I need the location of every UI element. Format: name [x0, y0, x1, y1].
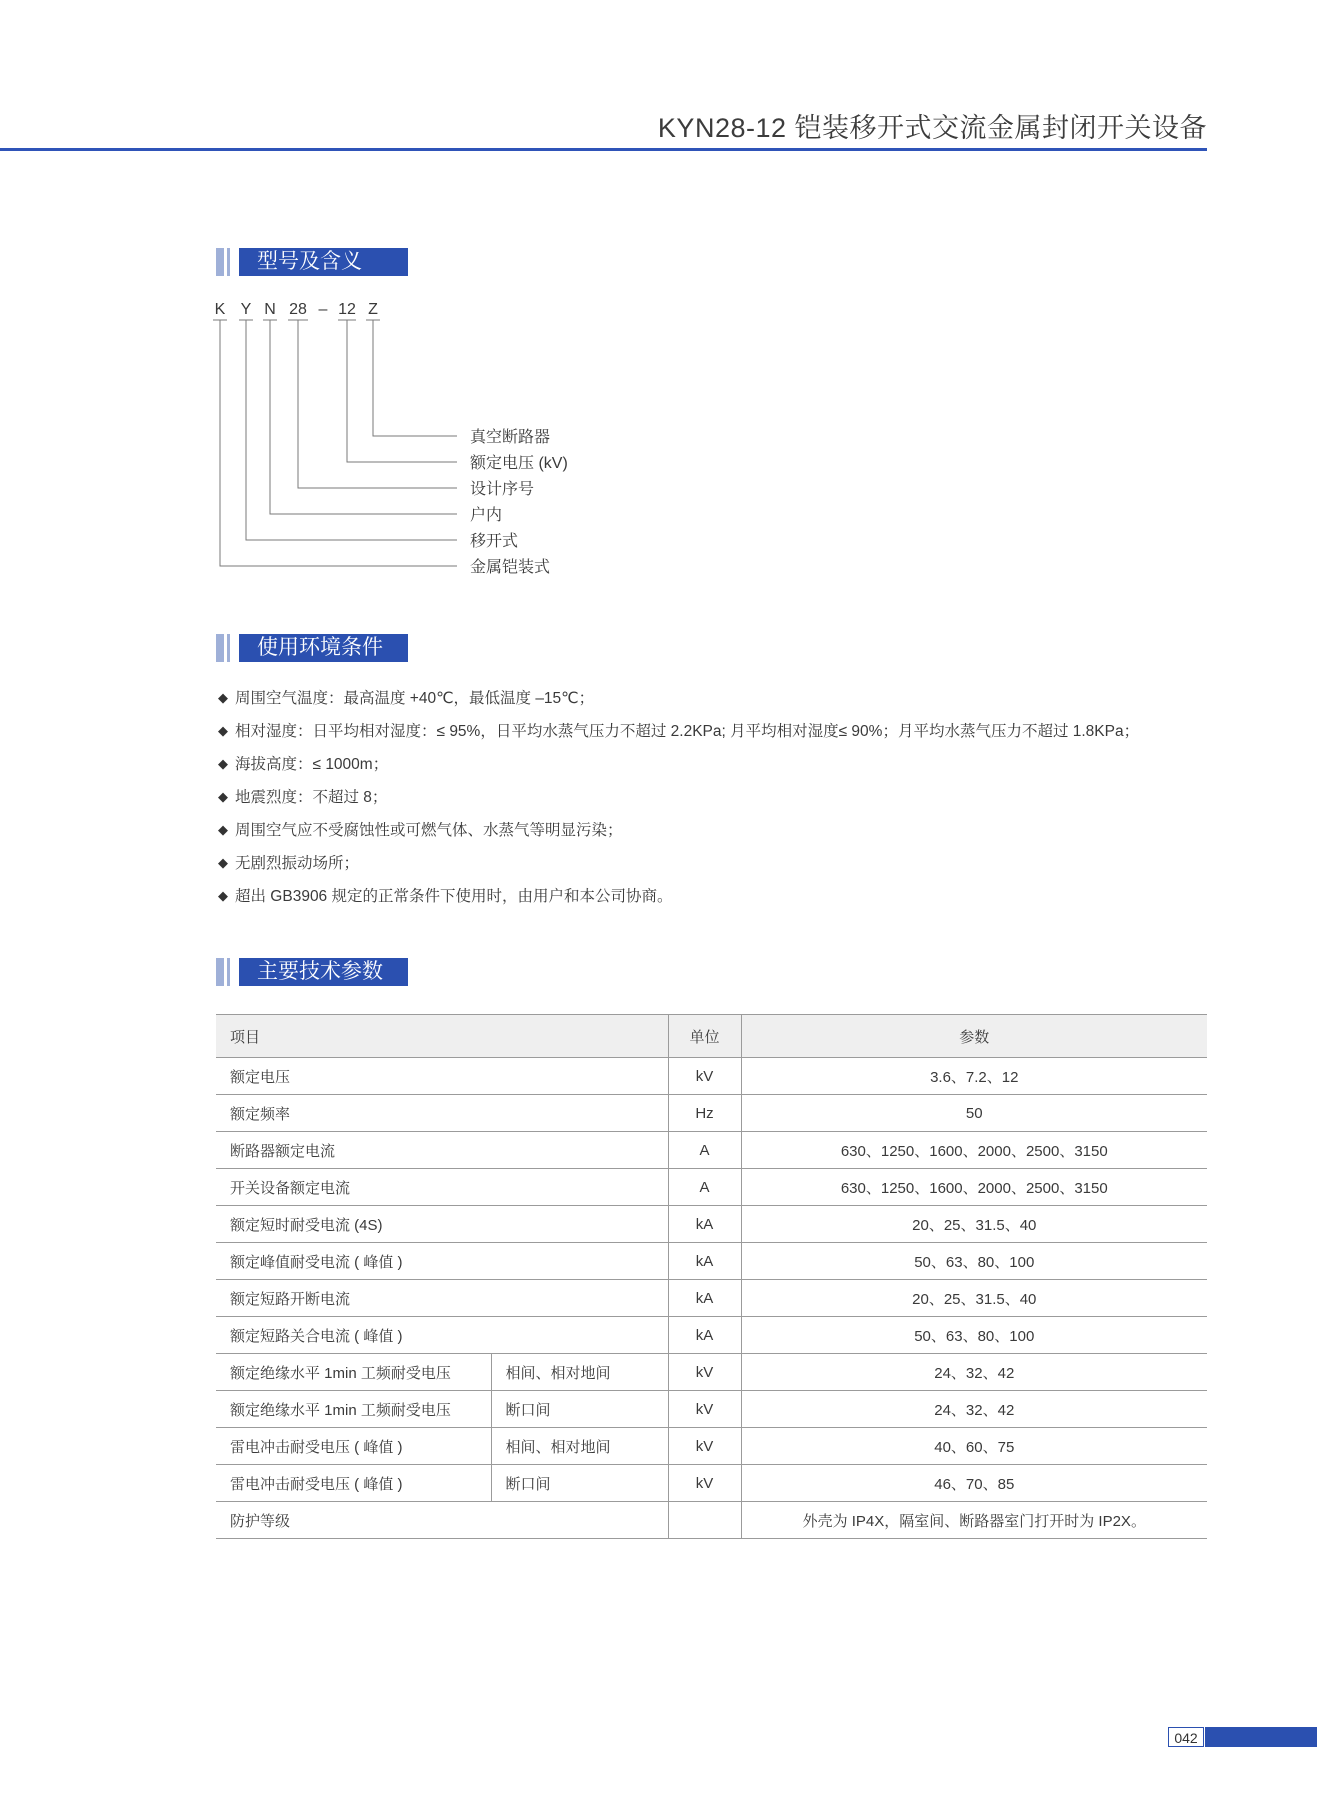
diamond-bullet-icon: ◆: [218, 756, 228, 771]
table-row: 额定短时耐受电流 (4S) kA 20、25、31.5、40: [216, 1206, 1207, 1243]
heading-accent: [216, 634, 224, 662]
table-row: 额定电压 kV 3.6、7.2、12: [216, 1058, 1207, 1095]
parameters-table: [216, 1014, 1207, 1539]
code-meaning: 移开式: [470, 533, 519, 550]
list-item: ◆ 超出 GB3906 规定的正常条件下使用时，由用户和本公司协商。: [218, 888, 673, 905]
code-char: –: [318, 301, 328, 318]
header-value: 参数: [741, 1015, 1207, 1058]
list-item: ◆ 相对湿度：日平均相对湿度：≤ 95%，日平均水蒸气压力不超过 2.2KPa; 月平均相对湿度≤ 90%；月平均水蒸气压力不超过 1.8KPa；: [218, 723, 1140, 740]
diamond-bullet-icon: ◆: [218, 855, 228, 870]
code-char: 12: [338, 301, 356, 318]
code-meaning: 户内: [470, 507, 503, 524]
diamond-bullet-icon: ◆: [218, 690, 228, 705]
header-rule: [0, 148, 1207, 151]
model-code-diagram: [210, 296, 590, 586]
heading-accent: [227, 248, 230, 276]
table-row: 额定频率 Hz 50: [216, 1095, 1207, 1132]
list-item: ◆ 海拔高度：≤ 1000m；: [218, 756, 389, 773]
code-char: Y: [240, 301, 252, 318]
section-title: 型号及含义: [239, 248, 408, 276]
heading-accent: [216, 958, 224, 986]
code-char: Z: [368, 301, 378, 318]
table-row: 额定短路关合电流 ( 峰值 ) kA 50、63、80、100: [216, 1317, 1207, 1354]
table-row: 额定绝缘水平 1min 工频耐受电压 断口间 kV 24、32、42: [216, 1391, 1207, 1428]
table-row: 开关设备额定电流 A 630、1250、1600、2000、2500、3150: [216, 1169, 1207, 1206]
list-item: ◆ 周围空气温度：最高温度 +40℃，最低温度 –15℃；: [218, 690, 595, 707]
heading-accent: [227, 958, 230, 986]
table-row: 额定绝缘水平 1min 工频耐受电压 相间、相对地间 kV 24、32、42: [216, 1354, 1207, 1391]
diamond-bullet-icon: ◆: [218, 888, 228, 903]
table-row: 断路器额定电流 A 630、1250、1600、2000、2500、3150: [216, 1132, 1207, 1169]
table-row: 雷电冲击耐受电压 ( 峰值 ) 断口间 kV 46、70、85: [216, 1465, 1207, 1502]
list-item: ◆ 地震烈度：不超过 8；: [218, 789, 388, 806]
table-row: 防护等级 外壳为 IP4X，隔室间、断路器室门打开时为 IP2X。: [216, 1502, 1207, 1539]
list-item: ◆ 周围空气应不受腐蚀性或可燃气体、水蒸气等明显污染；: [218, 822, 623, 839]
list-item: ◆ 无剧烈振动场所；: [218, 855, 360, 872]
diamond-bullet-icon: ◆: [218, 822, 228, 837]
code-meaning: 设计序号: [470, 481, 535, 498]
code-meaning: 真空断路器: [470, 429, 551, 446]
code-char: 28: [289, 301, 307, 318]
code-meaning: 金属铠装式: [470, 559, 551, 576]
code-char: K: [214, 301, 226, 318]
code-meaning: 额定电压 (kV): [470, 455, 568, 472]
header-unit: 单位: [668, 1015, 741, 1058]
code-char: N: [264, 301, 276, 318]
table-row: 雷电冲击耐受电压 ( 峰值 ) 相间、相对地间 kV 40、60、75: [216, 1428, 1207, 1465]
heading-accent: [227, 634, 230, 662]
header-item: 项目: [216, 1015, 668, 1058]
document-title: KYN28-12 铠装移开式交流金属封闭开关设备: [657, 113, 1207, 143]
heading-accent: [216, 248, 224, 276]
section-title: 主要技术参数: [239, 958, 408, 986]
environment-list: [218, 681, 1139, 912]
diamond-bullet-icon: ◆: [218, 723, 228, 738]
table-row: 额定峰值耐受电流 ( 峰值 ) kA 50、63、80、100: [216, 1243, 1207, 1280]
table-header-row: [216, 1015, 1207, 1058]
page-number: 042: [1168, 1727, 1204, 1747]
section-title: 使用环境条件: [239, 634, 408, 662]
diamond-bullet-icon: ◆: [218, 789, 228, 804]
table-row: 额定短路开断电流 kA 20、25、31.5、40: [216, 1280, 1207, 1317]
page-number-bar: [1205, 1727, 1317, 1747]
